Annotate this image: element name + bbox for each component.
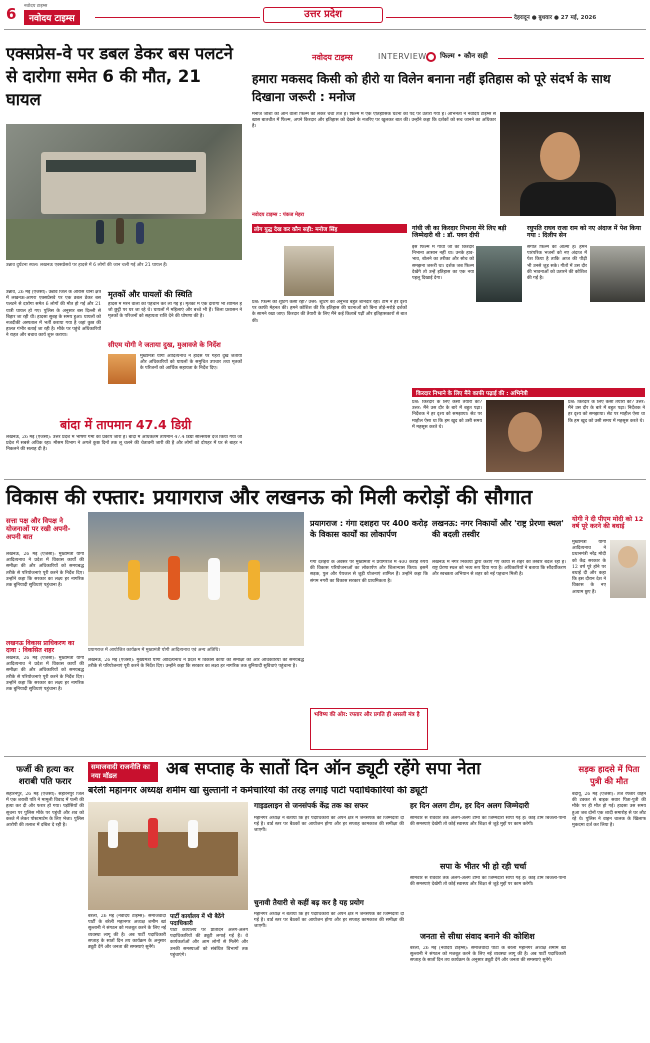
dev-headline: विकास की रफ्तार: प्रयागराज और लखनऊ को मिली करोड़ों की सौगात (6, 485, 533, 509)
brand-small: नवोदय टाइम्स (24, 4, 48, 9)
interview-q3-body: संगीत फिल्म की आत्मा है। हमने पारंपरिक भजनों को नए अंदाज में पेश किया है ताकि आज की पीढ़ी भी उनसे जुड़ सके। गीतों में उस दौर की भावनाओं को उतारने की कोशिश की गई है। (527, 245, 587, 282)
accident-headline: सड़क हादसे में पिता पुत्री की मौत (578, 764, 640, 786)
interview-intro: मनोज जोशी की आने वाली फिल्म को लेकर चर्चा तेज है। फिल्म में एक ऐतिहासिक घटना को पर्दे पर उतारा गया है। अभिनेता ने नवोदय टाइम्स से खास बातचीत में फिल्म, अपने किरदार और इतिहास को देखने के नजरिए पर खुलकर बात की। उन्होंने कहा कि दर्शकों को सच जानने का अधिकार है। (252, 112, 496, 130)
sp-c2-head: गाइडलाइन से जनसंपर्क केंद्र तक का सफर (254, 801, 369, 810)
sp-c2-body-2: महानगर अध्यक्ष ने बताया कि हर पदाधिकारी को अपने क्षेत्र में जनसंपर्क की जिम्मेदारी दी गई है। वार्ड स्तर पर बैठकों का आयोजन होगा और हर सप्ताह कामकाज की समीक्षा की जाएगी। (254, 912, 404, 930)
sp-c2-sub: चुनावी तैयारी से कहीं बढ़ कर है यह प्रयोग (254, 898, 364, 907)
sp-c3-head: हर दिन अलग टीम, हर दिन अलग जिम्मेदारी (410, 801, 530, 810)
sp-c3-sub2: जनता से सीधा संवाद बनाने की कोशिश (420, 932, 535, 941)
interview-q2-head: गांधी जी का किरदार निभाना मेरे लिए बड़ी जिम्मेदारी थी : डॉ. पवन दीपी (412, 225, 507, 240)
dev-prayagraj-body: गंगा दशहरा के अवसर पर मुख्यमंत्री ने प्रयागराज में 400 करोड़ रुपये की विकास परियोजनाओं का लोकार्पण और शिलान्यास किया। इसमें सड़क, पुल और पेयजल से जुड़ी योजनाएं शामिल हैं। उन्होंने कहा कि संगम नगरी का विकास सरकार की प्राथमिकता है। (310, 560, 428, 584)
sp-c3-body-2: सोमवार से रविवार तक अलग-अलग टीमों को जिम्मेदारी सौंपी गई है। कोई टीम बिजली-पानी की समस्याएं देखेगी तो कोई स्वास्थ्य और शिक्षा से जुड़े मुद्दों पर काम करेगी। (410, 876, 566, 888)
bus-photo-caption: उन्नाव दुर्घटना स्थल। लखनऊ एक्सप्रेसवे पर हादसे में 6 लोगों की जान चली गई और 21 घायल हैं। (6, 263, 168, 268)
page-number: 6 (6, 5, 17, 23)
sp-c2-body: महानगर अध्यक्ष ने बताया कि हर पदाधिकारी को अपने क्षेत्र में जनसंपर्क की जिम्मेदारी दी गई है। वार्ड स्तर पर बैठकों का आयोजन होगा और हर सप्ताह कामकाज की समीक्षा की जाएगी। (254, 816, 404, 834)
interview-q1-photo (284, 246, 334, 296)
dev-event-photo (88, 512, 304, 646)
interview-q4-head: किरदार निभाने के लिए मैंने काफी पढ़ाई की : अभिनेत्री (416, 391, 528, 397)
masthead-rule-left (95, 17, 260, 18)
interview-q3-photo (590, 246, 645, 302)
interview-header (248, 50, 644, 66)
interview-q1-body: प्रश्न: फिल्म की शूटिंग कैसी रही? उत्तर: शूटिंग का अनुभव बहुत शानदार रहा। टीम ने हर दृश्य पर काफी मेहनत की। हमने कोशिश की कि इतिहास की घटनाओं को बिना तोड़े-मरोड़े दर्शकों के सामने रखा जाए। किरदार की तैयारी के लिए मैंने कई किताबें पढ़ीं और इतिहासकारों से बात की। (252, 300, 407, 324)
dev-side-head: योगी ने दी पीएम मोदी को 12 वर्ष पूरे करने की बधाई (572, 515, 644, 531)
masthead-rule-right (386, 17, 512, 18)
sp-c3-body: सोमवार से रविवार तक अलग-अलग टीमों को जिम्मेदारी सौंपी गई है। कोई टीम बिजली-पानी की समस्याएं देखेगी तो कोई स्वास्थ्य और शिक्षा से जुड़े मुद्दों पर काम करेगी। (410, 816, 566, 828)
dev-quote-box (310, 708, 428, 750)
victims-body: हादसे में मरने वालों की पहचान कर ली गई है। मृतकों में एक दारोगा भी शामिल है जो छुट्टी पर घर जा रहे थे। घायलों में महिलाएं और बच्चे भी हैं। जिला प्रशासन ने मृतकों के परिजनों को सहायता राशि देने की घोषणा की है। (108, 302, 242, 320)
interview-headline: हमारा मकसद किसी को हीरो या विलेन बनाना नहीं इतिहास को पूरे संदर्भ के साथ दिखाना जरूरी : मनोज (252, 72, 611, 104)
interview-q4-photo (486, 400, 564, 472)
victims-subhead: मृतकों और घायलों की स्थिति (108, 290, 193, 299)
interview-q2-body: इस फिल्म में गांधी जी का किरदार निभाना आसान नहीं था। उनके हाव-भाव, बोलने का तरीका और सोच को समझना जरूरी था। दर्शक जब फिल्म देखेंगे तो उन्हें इतिहास का एक नया पहलू दिखाई देगा। (412, 245, 474, 282)
cm-photo (108, 354, 136, 384)
crime-headline: फर्जी की हत्या कर शराबी पति फरार (16, 765, 74, 787)
dev-photo-caption: प्रयागराज में आयोजित कार्यक्रम में मुख्यमंत्री योगी आदित्यनाथ एवं अन्य अतिथि। (88, 648, 221, 653)
section-title: उत्तर प्रदेश (263, 7, 383, 23)
dev-center-body: लखनऊ, 26 मई (एजेंसी): मुख्यमंत्री योगी आदित्यनाथ ने प्रदेश में विकास कार्यों की समीक्षा की और अधिकारियों को समयबद्ध तरीके से परियोजनाएं पूरी करने के निर्देश दिए। उन्होंने कहा कि सरकार का लक्ष्य हर नागरिक तक बुनियादी सुविधाएं पहुंचाना है। (88, 658, 304, 670)
interview-q4-body: प्रश्न: किरदार के लिए कैसी तैयारी की? उत्तर: मैंने उस दौर के बारे में बहुत पढ़ा। निर्देशक ने हर दृश्य को समझाया। सेट पर माहौल ऐसा था कि हम खुद को उसी समय में महसूस करते थे। (412, 400, 482, 430)
dev-left-subhead-2: लखनऊ विकास प्राधिकरण का दावा : विकसित शहर (6, 640, 75, 655)
interview-main-photo (500, 112, 644, 216)
dev-prayagraj-head: प्रयागराज : गंगा दशहरा पर 400 करोड़ के विकास कार्यों का लोकार्पण (310, 519, 428, 539)
sp-tag: समाजवादी राजनीति का नया मॉडल (88, 762, 158, 782)
dev-left-body: लखनऊ, 26 मई (एजेंसी): मुख्यमंत्री योगी आदित्यनाथ ने प्रदेश में विकास कार्यों की समीक्षा की और अधिकारियों को समयबद्ध तरीके से परियोजनाएं पूरी करने के निर्देश दिए। उन्होंने कहा कि सरकार का लक्ष्य हर नागरिक तक बुनियादी सुविधाएं पहुंचाना है। (6, 552, 84, 589)
sp-office-body: पार्टी कार्यालय पर प्रतिदिन अलग-अलग पदाधिकारियों की ड्यूटी लगाई गई है। वे कार्यकर्ताओं और आम लोगों से मिलेंगे और उनकी समस्याओं को संबंधित विभागों तक पहुंचाएंगे। (170, 928, 248, 958)
masthead (0, 0, 650, 30)
dev-top-rule (4, 479, 646, 480)
sp-body: बरेली, 26 मई (नवोदय टाइम्स): समाजवादी पार्टी के बरेली महानगर अध्यक्ष शमीम खां सुल्तानी ने संगठन को मजबूत करने के लिए नई व्यवस्था लागू की है। अब पार्टी पदाधिकारी सप्ताह के सातों दिन तय कार्यक्रम के अनुसार ड्यूटी देंगे और जनता की समस्याएं सुनेंगे। (88, 914, 166, 951)
interview-q2-photo (476, 246, 522, 302)
dev-lucknow-body: लखनऊ में नगर निकायों द्वारा कराए गए कार्यों से शहर की तस्वीर बदल रही है। राष्ट्र प्रेरणा स्थल को भव्य रूप दिया गया है। अधिकारियों ने बताया कि सौंदर्यीकरण और स्वच्छता अभियान से शहर को नई पहचान मिली है। (432, 560, 566, 578)
interview-label: INTERVIEW (378, 52, 427, 61)
sp-c3-body-3: बरेली, 26 मई (नवोदय टाइम्स): समाजवादी पार्टी के बरेली महानगर अध्यक्ष शमीम खां सुल्तानी ने संगठन को मजबूत करने के लिए नई व्यवस्था लागू की है। अब पार्टी पदाधिकारी सप्ताह के सातों दिन तय कार्यक्रम के अनुसार ड्यूटी देंगे और जनता की समस्याएं सुनेंगे। (410, 946, 566, 964)
sp-subhead: बरेली महानगर अध्यक्ष शमीम खां सुल्तानी ने कर्मचारियों की तरह लगाई पार्टी पदाधिकारियों की ड्यूटी (88, 786, 428, 796)
dev-lucknow-head: लखनऊ: नगर निकायों और 'राष्ट्र प्रेरणा स्थल' की बदली तस्वीर (432, 519, 564, 539)
crime-top-rule (4, 756, 646, 757)
temperature-body: लखनऊ, 26 मई (एजेंसी): उत्तर प्रदेश में भीषण गर्मी का प्रकोप जारी है। बांदा में अधिकतम तापमान 47.4 डिग्री सेल्सियस दर्ज किया गया जो प्रदेश में सबसे अधिक रहा। मौसम विभाग ने अगले कुछ दिनों तक लू चलने की चेतावनी जारी की है और लोगों को दोपहर में घर से बाहर न निकलने की सलाह दी है। (6, 435, 242, 453)
temperature-headline: बांदा में तापमान 47.4 डिग्री (60, 417, 192, 432)
film-reel-icon (426, 52, 436, 62)
sp-office-head: पार्टी कार्यालय में भी बैठेंगे पदाधिकारी (170, 914, 225, 927)
dev-left-body-2: लखनऊ, 26 मई (एजेंसी): मुख्यमंत्री योगी आदित्यनाथ ने प्रदेश में विकास कार्यों की समीक्षा की और अधिकारियों को समयबद्ध तरीके से परियोजनाएं पूरी करने के निर्देश दिए। उन्होंने कहा कि सरकार का लक्ष्य हर नागरिक तक बुनियादी सुविधाएं पहुंचाना है। (6, 656, 84, 693)
interview-tag: फिल्म • कौन सही (440, 52, 488, 60)
interview-brand: नवोदय टाइम्स (312, 53, 353, 62)
brand-logo: नवोदय टाइम्स (24, 10, 80, 25)
dev-quote: भविष्य की ओर: रफ्तार और प्रगति ही असली मंत्र है (314, 712, 420, 718)
cm-subhead: सीएम योगी ने जताया दुख, मुआवजे के निर्देश (108, 341, 221, 349)
bus-headline: एक्सप्रेस-वे पर डबल डेकर बस पलटने से दारोगा समेत 6 की मौत, 21 घायल (6, 44, 233, 109)
dev-left-subhead: सत्ता पक्ष और विपक्ष ने योजनाओं पर रखी अपनी-अपनी बात (6, 517, 71, 541)
interview-q1-head: लोग युद्ध देख कर कौन सही: मनोज सिंह (254, 227, 338, 233)
interview-q4-body-2: प्रश्न: किरदार के लिए कैसी तैयारी की? उत्तर: मैंने उस दौर के बारे में बहुत पढ़ा। निर्देशक ने हर दृश्य को समझाया। सेट पर माहौल ऐसा था कि हम खुद को उसी समय में महसूस करते थे। (568, 400, 645, 424)
cm-body: मुख्यमंत्री योगी आदित्यनाथ ने हादसे पर गहरा दुख जताया और अधिकारियों को घायलों के समुचित उपचार तथा मृतकों के परिजनों को आर्थिक सहायता के निर्देश दिए। (140, 354, 242, 372)
sp-headline: अब सप्ताह के सातों दिन ऑन ड्यूटी रहेंगे सपा नेता (166, 759, 481, 779)
bus-photo (6, 124, 242, 260)
interview-q3-head: रघुपति राघव राजा राम को नए अंदाज में पेश किया गया : दिलीप सेन (527, 225, 641, 240)
dev-side-photo (610, 540, 646, 598)
bus-body: उन्नाव, 26 मई (एजेंसी): उन्नाव जिले के औरास थाना क्षेत्र में लखनऊ-आगरा एक्सप्रेसवे पर एक डबल डेकर बस पलटने से दारोगा समेत 6 लोगों की मौत हो गई और 21 यात्री घायल हो गए। पुलिस के अनुसार बस दिल्ली से बिहार जा रही थी। हादसा सुबह के समय हुआ। घायलों को नजदीकी अस्पताल में भर्ती कराया गया है जहां कुछ की हालत गंभीर बताई जा रही है। मौके पर पहुंचे अधिकारियों ने राहत और बचाव कार्य शुरू कराया। (6, 290, 101, 339)
masthead-divider (4, 29, 646, 30)
dateline: देहरादून ● बुधवार ● 27 मई, 2026 (514, 15, 597, 21)
crime-body: सहारनपुर, 26 मई (एजेंसी): सहारनपुर जिले में एक शराबी पति ने मामूली विवाद में पत्नी की हत्या कर दी और फरार हो गया। पड़ोसियों की सूचना पर पुलिस मौके पर पहुंची और शव को कब्जे में लेकर पोस्टमार्टम के लिए भेजा। पुलिस आरोपी की तलाश में दबिश दे रही है। (6, 792, 84, 829)
sp-photo (88, 802, 248, 910)
sp-c3-sub: सपा के भीतर भी हो रही चर्चा (440, 862, 527, 871)
interview-byline: नवोदय टाइम्स : पंकज मेहरा (252, 212, 305, 218)
accident-body: बदायूं, 26 मई (एजेंसी): तेज रफ्तार वाहन की टक्कर से बाइक सवार पिता-पुत्री की मौके पर ही मौत हो गई। हादसा उस समय हुआ जब दोनों एक शादी समारोह से घर लौट रहे थे। पुलिस ने वाहन चालक के खिलाफ मुकदमा दर्ज कर लिया है। (572, 792, 646, 829)
dev-side-body: मुख्यमंत्री योगी आदित्यनाथ ने प्रधानमंत्री नरेंद्र मोदी को केंद्र सरकार के 12 वर्ष पूरे होने पर बधाई दी और कहा कि इस दौरान देश ने विकास के नए आयाम छुए हैं। (572, 540, 606, 595)
